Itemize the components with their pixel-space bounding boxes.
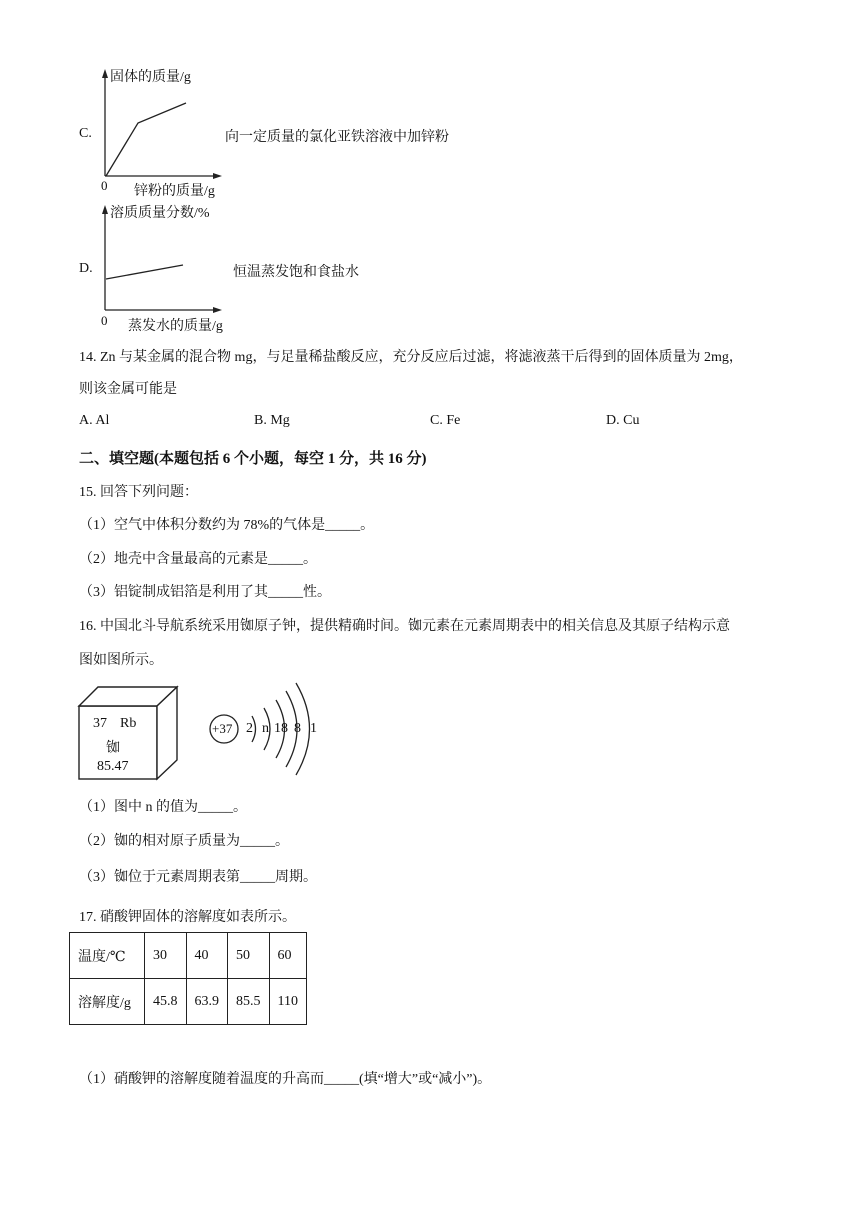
- table-cell: 60: [269, 933, 306, 979]
- shell-electrons-5: 1: [310, 721, 317, 736]
- table-cell: 温度/℃: [70, 933, 145, 979]
- element-symbol: Rb: [120, 716, 137, 731]
- graph-d-origin: 0: [101, 313, 108, 328]
- q15-item-1: （1）空气中体积分数约为 78%的气体是_____。: [79, 518, 375, 533]
- option-c-label: C.: [79, 126, 92, 141]
- shell-electrons-3: 18: [274, 721, 288, 736]
- element-name: 铷: [106, 741, 120, 756]
- q16-item-2: （2）铷的相对原子质量为_____。: [79, 834, 289, 849]
- nucleus-charge: +37: [212, 721, 233, 736]
- q14-stem-line1: 14. Zn 与某金属的混合物 mg，与足量稀盐酸反应，充分反应后过滤，将滤液蒸干后得到的固体质量为 2mg，: [79, 350, 743, 365]
- table-cell: 110: [269, 979, 306, 1025]
- shell-electrons-4: 8: [294, 721, 301, 736]
- q14-option-c: C. Fe: [430, 413, 461, 428]
- q14-option-a: A. Al: [79, 413, 110, 428]
- graph-d-ylabel: 溶质质量分数/%: [110, 206, 210, 221]
- element-mass: 85.47: [97, 759, 129, 774]
- element-card: [76, 684, 186, 784]
- section-2-title: 二、填空题(本题包括 6 个小题，每空 1 分，共 16 分): [79, 451, 427, 467]
- q14-option-b: B. Mg: [254, 413, 290, 428]
- graph-c-curve: [106, 103, 186, 176]
- q14-stem-line2: 则该金属可能是: [79, 382, 177, 397]
- graph-d-curve: [106, 265, 183, 279]
- option-c-description: 向一定质量的氯化亚铁溶液中加锌粉: [225, 130, 449, 145]
- graph-c-origin: 0: [101, 178, 108, 193]
- option-d-description: 恒温蒸发饱和食盐水: [233, 265, 359, 280]
- graph-c-ylabel: 固体的质量/g: [110, 70, 191, 85]
- table-row: [70, 933, 307, 979]
- element-number: 37: [93, 716, 107, 731]
- q15-item-2: （2）地壳中含量最高的元素是_____。: [79, 552, 317, 567]
- table-cell: 40: [186, 933, 228, 979]
- table-cell: 50: [228, 933, 270, 979]
- q16-stem-line1: 16. 中国北斗导航系统采用铷原子钟，提供精确时间。铷元素在元素周期表中的相关信息及其原子结构示意: [79, 619, 730, 634]
- table-cell: 30: [145, 933, 187, 979]
- solubility-table: [69, 932, 307, 1025]
- option-d-label: D.: [79, 261, 93, 276]
- q16-item-3: （3）铷位于元素周期表第_____周期。: [79, 870, 317, 885]
- table-cell: 85.5: [228, 979, 270, 1025]
- graph-c-xlabel: 锌粉的质量/g: [134, 184, 215, 199]
- q15-stem: 15. 回答下列问题：: [79, 485, 198, 500]
- q14-option-d: D. Cu: [606, 413, 640, 428]
- q17-item-1: （1）硝酸钾的溶解度随着温度的升高而_____(填“增大”或“减小”)。: [79, 1072, 492, 1087]
- q17-stem: 17. 硝酸钾固体的溶解度如表所示。: [79, 910, 296, 925]
- q15-item-3: （3）铝锭制成铝箔是利用了其_____性。: [79, 585, 331, 600]
- table-row: [70, 979, 307, 1025]
- shell-electrons-2: n: [262, 721, 269, 736]
- graph-d-xlabel: 蒸发水的质量/g: [128, 319, 223, 334]
- q16-item-1: （1）图中 n 的值为_____。: [79, 800, 247, 815]
- shell-electrons-1: 2: [246, 721, 253, 736]
- table-cell: 63.9: [186, 979, 228, 1025]
- q16-stem-line2: 图如图所示。: [79, 653, 163, 668]
- table-cell: 45.8: [145, 979, 187, 1025]
- table-cell: 溶解度/g: [70, 979, 145, 1025]
